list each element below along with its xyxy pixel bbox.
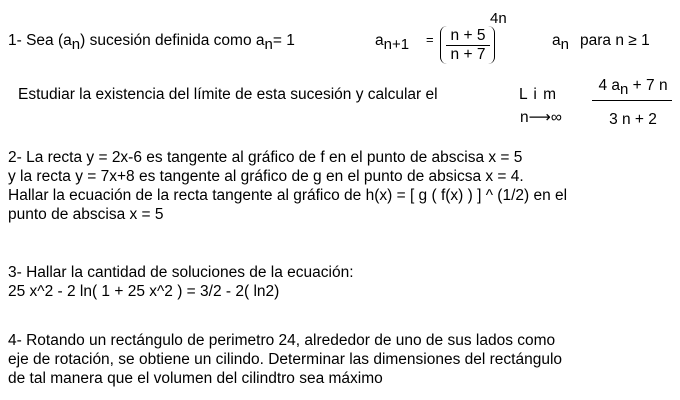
p2-line-1: 2- La recta y = 2x-6 es tangente al gráfico de f en el punto de abscisa x = 5 <box>8 149 523 166</box>
p4-line-1: 4- Rotando un rectángulo de perimetro 24, alrededor de uno de sus lados como <box>8 332 556 349</box>
p4-block <box>8 331 562 388</box>
p1-ratio-denominator: n + 7 <box>450 46 486 63</box>
p3-block <box>8 263 354 301</box>
p1-lim-word: L i m <box>519 86 558 103</box>
p1-ratio-numerator: n + 5 <box>450 27 486 44</box>
p2-line-4: punto de abscisa x = 5 <box>8 206 164 223</box>
p1-definition-intro: 1- Sea (an) sucesión definida como an= 1 <box>8 32 295 53</box>
p1-recurrence-lhs: an+1 <box>375 32 410 53</box>
p1-study-text: Estudiar la existencia del límite de esta sucesión y calcular el <box>18 86 438 103</box>
p1-limit-bar <box>592 100 672 101</box>
p1-lim-subscript: n⟶∞ <box>520 109 562 126</box>
p2-line-3: Hallar la ecuación de la recta tangente al gráfico de h(x) = [ g ( f(x) ) ] ^ (1/2) en el <box>8 187 568 204</box>
p1-limit-denominator: 3 n + 2 <box>609 111 657 128</box>
p4-line-2: eje de rotación, se obtiene un cilindo. Determinar las dimensiones del rectángulo <box>8 351 563 368</box>
p1-exponent: 4n <box>490 10 507 27</box>
p3-line-2: 25 x^2 - 2 ln( 1 + 25 x^2 ) = 3/2 - 2( ln2) <box>8 283 280 300</box>
p2-line-2: y la recta y = 7x+8 es tangente al gráfico de g en el punto de absicsa x = 4. <box>8 168 524 185</box>
p4-line-3: de tal manera que el volumen del cilindtro sea máximo <box>8 370 383 387</box>
p1-limit-numerator: 4 an + 7 n <box>598 77 668 98</box>
p2-block <box>8 148 567 224</box>
p1-right-paren <box>488 26 495 64</box>
p1-an-term: an <box>552 32 569 53</box>
p1-condition: para n ≥ 1 <box>580 32 650 49</box>
p1-equals: = <box>426 32 434 47</box>
p3-line-1: 3- Hallar la cantidad de soluciones de la ecuación: <box>8 264 354 281</box>
